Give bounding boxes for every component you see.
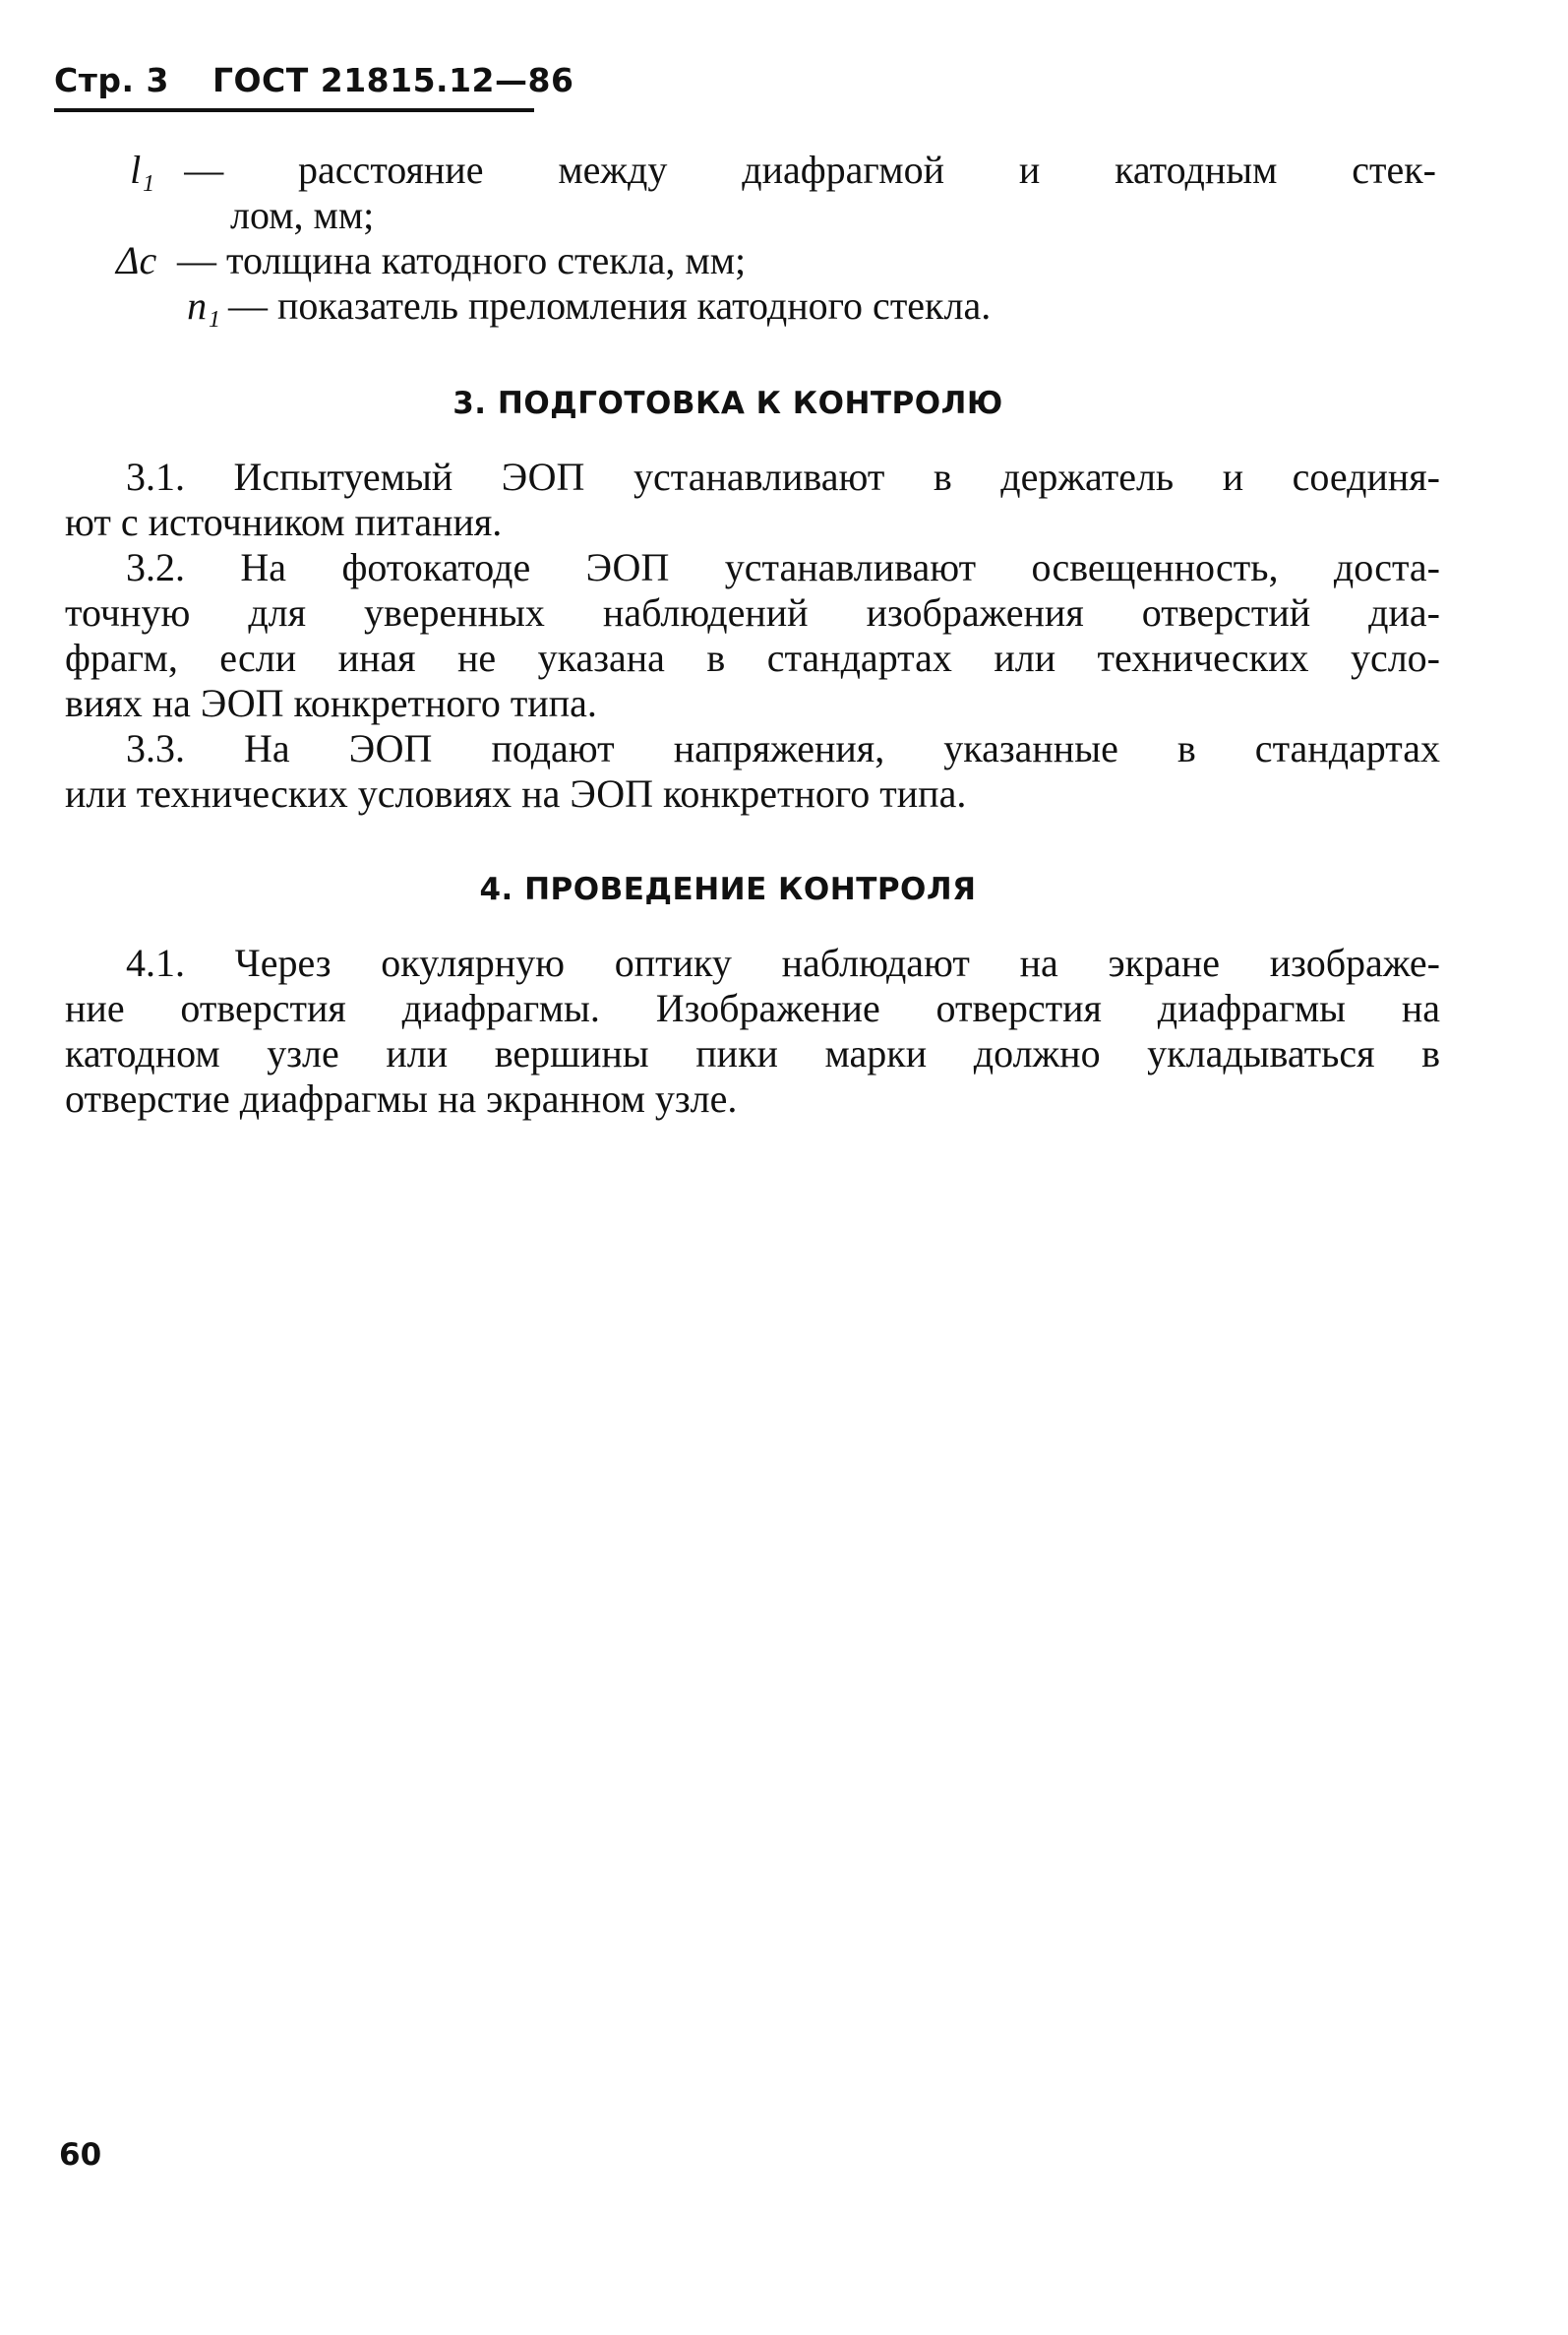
definition-text: — толщина катодного стекла, мм; — [177, 238, 747, 282]
definition-text: — показатель преломления катодного стекла. — [228, 283, 992, 328]
definitions-list — [118, 148, 1436, 329]
text-line: катодном узле или вершины пики марки должно укладываться в — [65, 1031, 1440, 1075]
paragraph-3-3 — [65, 726, 1440, 817]
paragraph-3-1 — [65, 455, 1440, 545]
page-label: Стр. 3 — [54, 61, 169, 99]
text-line: фрагм, если иная не указана в стандартах или технических усло- — [65, 636, 1440, 680]
definition-text: — расстояние между диафрагмой и катодным стек- — [184, 148, 1436, 192]
definition-text-continued: лом, мм; — [230, 193, 375, 237]
page-number: 60 — [59, 2137, 102, 2173]
definition-n1 — [118, 283, 1436, 329]
text-line: 3.2. На фотокатоде ЭОП устанавливают освещенность, доста- — [126, 545, 1440, 589]
section-title-3: 3. ПОДГОТОВКА К КОНТРОЛЮ — [452, 386, 1003, 421]
text-line: отверстие диафрагмы на экранном узле. — [65, 1076, 738, 1121]
text-line: или технических условиях на ЭОП конкретного типа. — [65, 771, 967, 816]
text-line: точную для уверенных наблюдений изображения отверстий диа- — [65, 590, 1440, 635]
text-line: виях на ЭОП конкретного типа. — [65, 681, 597, 725]
definition-symbol: Δc — [116, 238, 157, 282]
section-title-4: 4. ПРОВЕДЕНИЕ КОНТРОЛЯ — [479, 872, 977, 907]
text-line: ние отверстия диафрагмы. Изображение отверстия диафрагмы на — [65, 986, 1440, 1030]
text-line: 3.1. Испытуемый ЭОП устанавливают в держатель и соединя- — [126, 455, 1440, 499]
definition-l1 — [118, 148, 1436, 238]
paragraph-3-2 — [65, 545, 1440, 726]
text-line: 4.1. Через окулярную оптику наблюдают на экране изображе- — [126, 941, 1440, 985]
definition-delta-c — [118, 238, 1436, 283]
section-4-body — [65, 941, 1440, 1122]
text-line: ют с источником питания. — [65, 500, 503, 544]
definition-symbol: l₁ — [130, 148, 155, 192]
standard-number: ГОСТ 21815.12—86 — [211, 61, 574, 99]
text-line: 3.3. На ЭОП подают напряжения, указанные в стандартах — [126, 726, 1440, 770]
section-3-body — [65, 455, 1440, 817]
definition-symbol: n₁ — [187, 283, 220, 328]
paragraph-4-1 — [65, 941, 1440, 1122]
page-header — [54, 61, 573, 99]
header-rule — [54, 108, 534, 112]
